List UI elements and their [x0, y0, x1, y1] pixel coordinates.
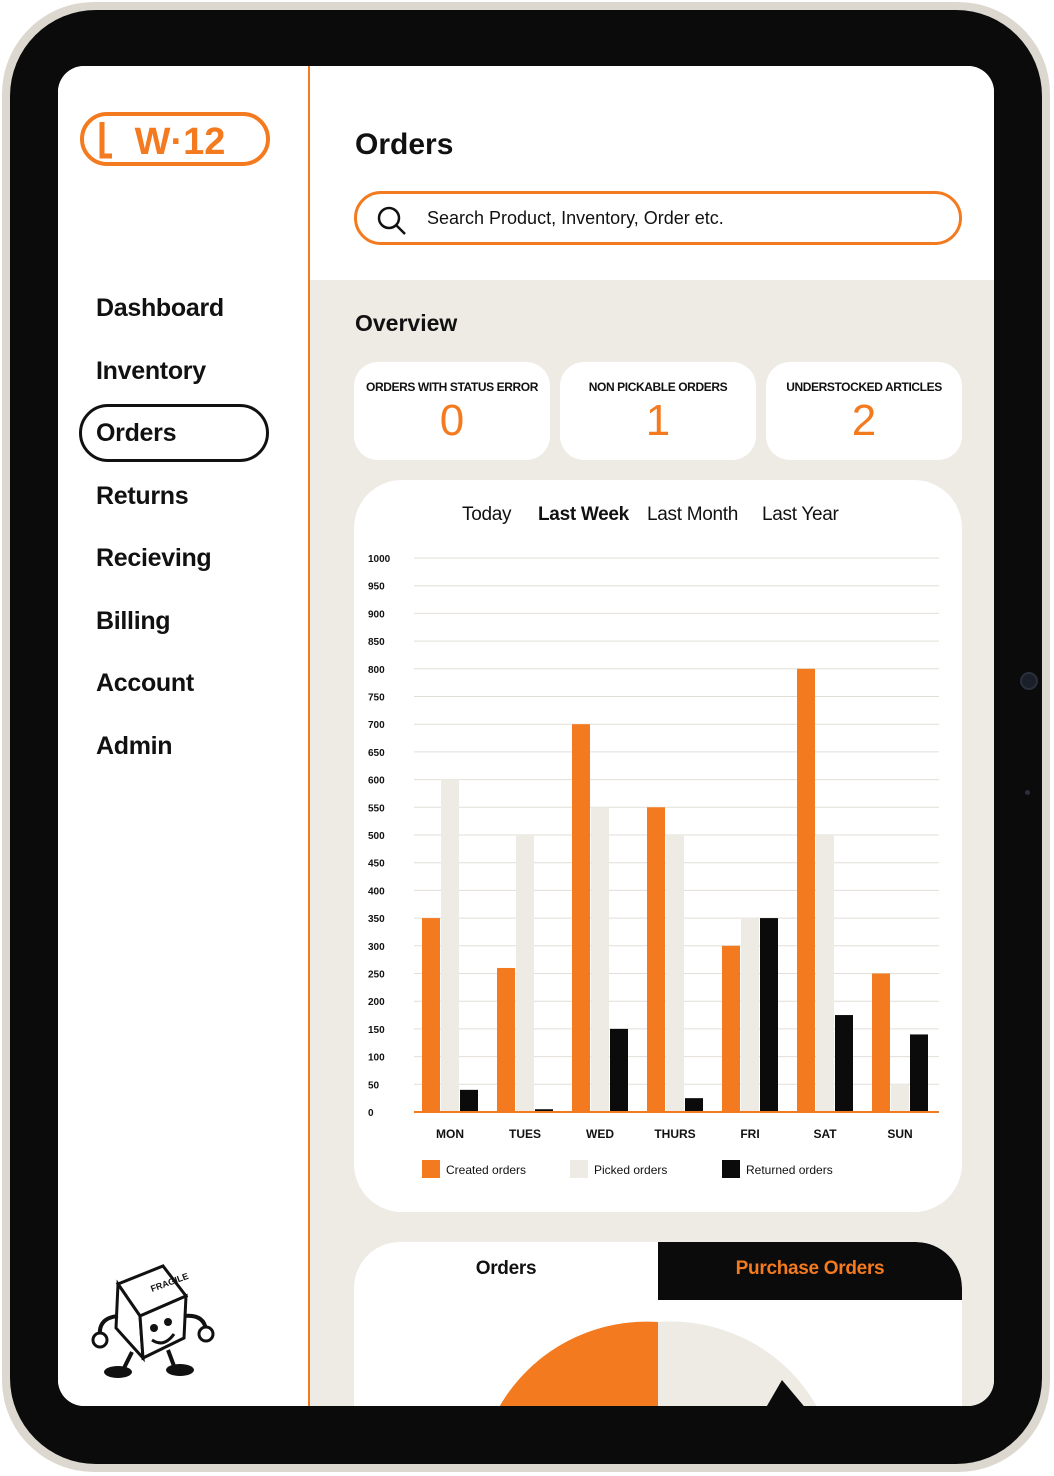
x-tick-label: TUES — [508, 1127, 542, 1141]
y-tick-label: 800 — [368, 664, 385, 676]
y-tick-label: 100 — [368, 1052, 385, 1064]
bar-returned-orders — [460, 1090, 478, 1112]
y-tick-label: 900 — [368, 609, 385, 621]
stat-card-non-pickable[interactable] — [560, 362, 756, 460]
bar-created-orders — [797, 669, 815, 1112]
bar-returned-orders — [610, 1029, 628, 1112]
tab-purchase-orders[interactable]: Purchase Orders — [658, 1242, 962, 1300]
app-screen — [58, 66, 994, 1406]
tab-today[interactable]: Today — [462, 504, 512, 525]
stat-card-understocked[interactable] — [766, 362, 962, 460]
sidebar-item-admin[interactable]: Admin — [96, 732, 173, 760]
tab-last-week[interactable]: Last Week — [538, 504, 629, 525]
y-tick-label: 550 — [368, 803, 385, 815]
x-tick-label: SAT — [813, 1127, 837, 1141]
orders-chart-card — [354, 480, 962, 1212]
sidebar-item-recieving[interactable]: Recieving — [96, 544, 212, 572]
y-tick-label: 350 — [368, 914, 385, 926]
stat-card-status-error[interactable] — [354, 362, 550, 460]
bar-picked-orders — [441, 780, 459, 1112]
tab-last-year[interactable]: Last Year — [762, 504, 839, 525]
bar-created-orders — [572, 724, 590, 1112]
orders-bar-chart — [354, 480, 962, 1212]
orders-tabs-card — [354, 1242, 962, 1406]
x-tick-label: WED — [586, 1127, 614, 1141]
stat-label: ORDERS WITH STATUS ERROR — [366, 380, 538, 394]
sidebar-item-billing[interactable]: Billing — [96, 607, 171, 635]
bar-picked-orders — [891, 1084, 909, 1112]
y-tick-label: 650 — [368, 747, 385, 759]
bar-created-orders — [497, 968, 515, 1112]
y-tick-label: 1000 — [368, 554, 391, 565]
brand-logo[interactable] — [80, 112, 270, 166]
sensor-dot — [1025, 790, 1030, 795]
bar-picked-orders — [666, 835, 684, 1112]
bar-returned-orders — [910, 1034, 928, 1112]
y-tick-label: 600 — [368, 775, 385, 787]
camera-icon — [1020, 672, 1038, 690]
bar-picked-orders — [741, 918, 759, 1112]
tab-orders[interactable]: Orders — [475, 1258, 537, 1279]
bar-picked-orders — [516, 835, 534, 1112]
legend-swatch — [722, 1160, 740, 1178]
y-tick-label: 700 — [368, 720, 385, 732]
bar-created-orders — [422, 918, 440, 1112]
x-tick-label: THURS — [654, 1127, 696, 1141]
y-tick-label: 150 — [368, 1024, 385, 1036]
logo-text: W·12 — [134, 121, 226, 163]
sidebar — [58, 66, 310, 1406]
y-tick-label: 50 — [368, 1080, 380, 1092]
bar-returned-orders — [760, 918, 778, 1112]
page-title: Orders — [355, 128, 454, 161]
sidebar-item-orders[interactable]: Orders — [96, 419, 177, 447]
y-tick-label: 850 — [368, 637, 385, 649]
stat-value: 0 — [439, 396, 465, 445]
fragile-box-mascot — [88, 1256, 218, 1381]
legend-label: Created orders — [446, 1163, 527, 1177]
x-tick-label: FRI — [740, 1127, 760, 1141]
stat-label: UNDERSTOCKED ARTICLES — [786, 380, 942, 394]
main-content — [310, 66, 994, 1406]
bar-returned-orders — [835, 1015, 853, 1112]
legend-label: Picked orders — [594, 1163, 668, 1177]
y-tick-label: 200 — [368, 997, 385, 1009]
stat-value: 2 — [851, 396, 877, 445]
bar-created-orders — [722, 946, 740, 1112]
bar-created-orders — [872, 974, 890, 1113]
y-tick-label: 0 — [368, 1108, 374, 1119]
y-tick-label: 950 — [368, 581, 385, 593]
y-tick-label: 450 — [368, 858, 385, 870]
bar-picked-orders — [591, 807, 609, 1112]
sidebar-item-account[interactable]: Account — [96, 669, 194, 697]
orders-donut-chart — [354, 1300, 962, 1406]
x-tick-label: MON — [436, 1127, 464, 1141]
sidebar-item-dashboard[interactable]: Dashboard — [96, 294, 224, 322]
legend-swatch — [422, 1160, 440, 1178]
stat-value: 1 — [645, 396, 671, 445]
y-tick-label: 250 — [368, 969, 385, 981]
y-tick-label: 300 — [368, 941, 385, 953]
search-input[interactable] — [427, 200, 947, 236]
header-area — [310, 66, 994, 280]
bar-returned-orders — [685, 1098, 703, 1112]
legend-label: Returned orders — [746, 1163, 833, 1177]
search-bar[interactable] — [354, 191, 962, 245]
tab-last-month[interactable]: Last Month — [647, 504, 738, 525]
sidebar-item-returns[interactable]: Returns — [96, 482, 189, 510]
bar-picked-orders — [816, 835, 834, 1112]
stat-label: NON PICKABLE ORDERS — [588, 380, 728, 394]
y-tick-label: 500 — [368, 831, 385, 842]
x-tick-label: SUN — [887, 1127, 913, 1141]
y-tick-label: 400 — [368, 886, 385, 898]
search-icon — [377, 206, 407, 236]
bar-created-orders — [647, 807, 665, 1112]
sidebar-item-inventory[interactable]: Inventory — [96, 357, 206, 385]
mascot-label: FRAGILE — [149, 1270, 190, 1294]
legend-swatch — [570, 1160, 588, 1178]
y-tick-label: 750 — [368, 692, 385, 704]
overview-title: Overview — [355, 310, 458, 336]
